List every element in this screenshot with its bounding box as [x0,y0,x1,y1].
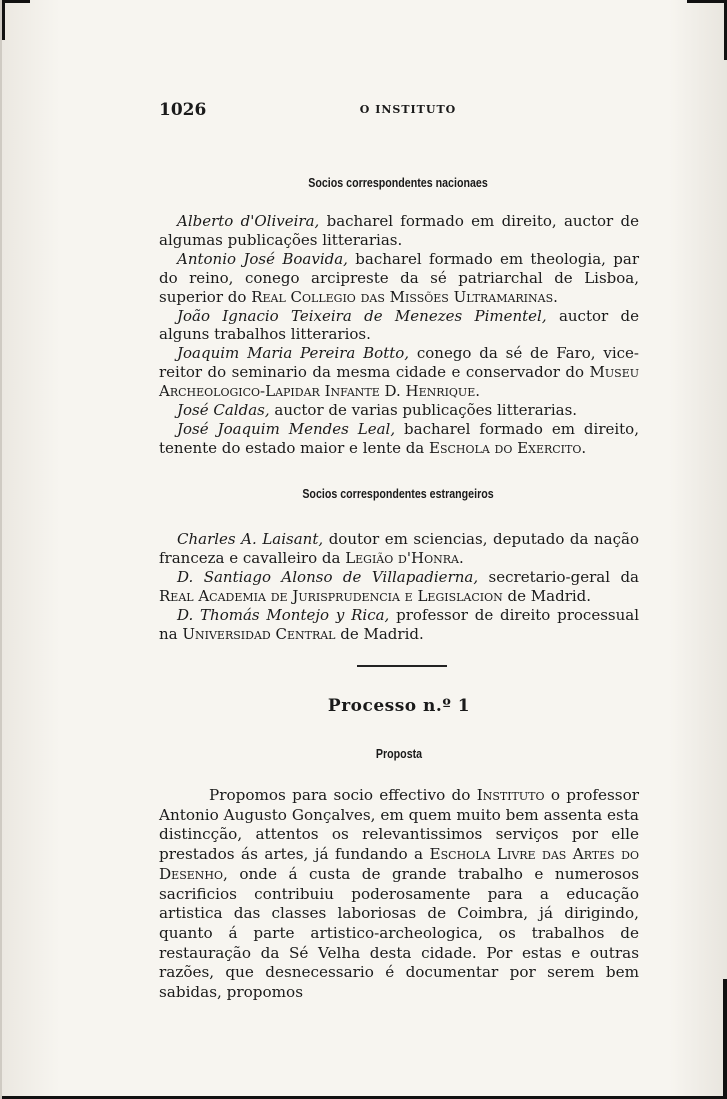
entry-text: bacharel formado em direito, auctor de algumas publicações litterarias. [159,212,639,249]
running-head [159,100,637,122]
entry-institution: Universidad Central [182,624,336,643]
entry-text: auctor de alguns trabalhos litterarios. [159,306,639,344]
entry-institution: Real Collegio das Missões Ultramarinas [251,287,554,306]
entry [159,212,639,250]
crop-mark [687,0,727,3]
entry: D. Thomás Montejo y Rica, professor de direito processual na Universidad Central de Madrid. [159,605,639,643]
entry-text: doutor em sciencias, deputado da nação franceza e cavalleiro da [159,530,640,567]
entry-text: bacharel formado em theologia, par do reino, conego arcipreste da sé patriarchal de Lisboa, superior do [159,249,640,306]
entry-institution: Real Academia de Jurisprudencia e Legislacion [159,586,503,605]
entry-text: conego da sé de Faro, vice-reitor do seminario da mesma cidade e conservador do [159,344,639,382]
entry-name: Charles A. Laisant, [177,530,324,548]
entry: José Joaquim Mendes Leal, bacharel formado em direito, tenente do estado maior e lente da Eschola do Exercito. [159,419,639,457]
entry-name: Antonio José Boavida, [177,249,348,268]
entry: Antonio José Boavida, bacharel formado em theologia, par do reino, conego arcipreste da sé patriarchal de Lisboa, superior do Real Collegio das Missões Ultramarinas. [159,249,640,306]
crop-mark [2,0,30,3]
processo-title: Processo n.º 1 [327,696,471,716]
entries-nacionaes [159,212,639,458]
section-divider [357,665,447,667]
entry-text: professor de direito processual na [159,605,639,643]
section-heading-nacionaes: Socios correspondentes nacionaes [308,175,488,190]
entry-name: José Joaquim Mendes Leal, [177,419,396,438]
entry-text: secretario-geral da [478,567,639,586]
entry-name: João Ignacio Teixeira de Menezes Pimentel, [177,306,547,325]
entry-name: Alberto d'Oliveira, [177,212,320,230]
section-heading-estrangeiros: Socios correspondentes estrangeiros [302,486,494,501]
entry [159,307,639,345]
entry: Joaquim Maria Pereira Botto, conego da sé de Faro, vice-reitor do seminario da mesma cidade e conservador do Museu Archeologico-Lapidar Infante D. Henrique. [159,344,639,401]
entry-text: bacharel formado em direito, tenente do estado maior e lente da [159,419,639,457]
entry-name: Joaquim Maria Pereira Botto, [177,344,410,363]
entries-estrangeiros [159,530,639,643]
proposta-body [159,786,639,1003]
entry-institution: Museu Archeologico-Lapidar Infante D. Henrique [159,363,639,401]
entry [159,401,639,420]
entry-institution: Eschola do Exercito [429,438,582,457]
crop-mark [723,979,727,1099]
entry-institution: Legião d'Honra [345,548,459,567]
entry: Charles A. Laisant, doutor em sciencias, deputado da nação franceza e cavalleiro da Legião d'Honra. [159,530,640,567]
entry-name: José Caldas, [177,401,270,420]
entry-name: D. Santiago Alonso de Villapadierna, [177,567,479,586]
crop-mark [2,0,5,40]
entry-text: auctor de varias publicações litterarias. [269,401,578,420]
entry: D. Santiago Alonso de Villapadierna, secretario-geral da Real Academia de Jurisprudencia e Legislacion de Madrid. [159,567,639,605]
page-number: 1026 [159,100,207,120]
proposta-paragraph: Propomos para socio effectivo do Instituto o professor Antonio Augusto Gonçalves, em quem muito bem assenta esta distincção, attentos os relevantissimos serviços por elle prestados ás artes, já fundando a Eschola Livre das Artes do Desenho, onde á custa de grande trabalho e numerosos sacrificios contribuiu poderosamente para a educação artistica das classes laboriosas de Coimbra, já dirigindo, quanto á parte artistico-archeologica, os trabalhos de restauração da Sé Velha desta cidade. Por estas e outras razões, que desnecessario é documentar por serem bem sabidas, propomos [159,786,639,1002]
entry-name: D. Thomás Montejo y Rica, [177,605,390,624]
running-title: O INSTITUTO [359,103,457,116]
proposta-heading: Proposta [375,746,423,761]
